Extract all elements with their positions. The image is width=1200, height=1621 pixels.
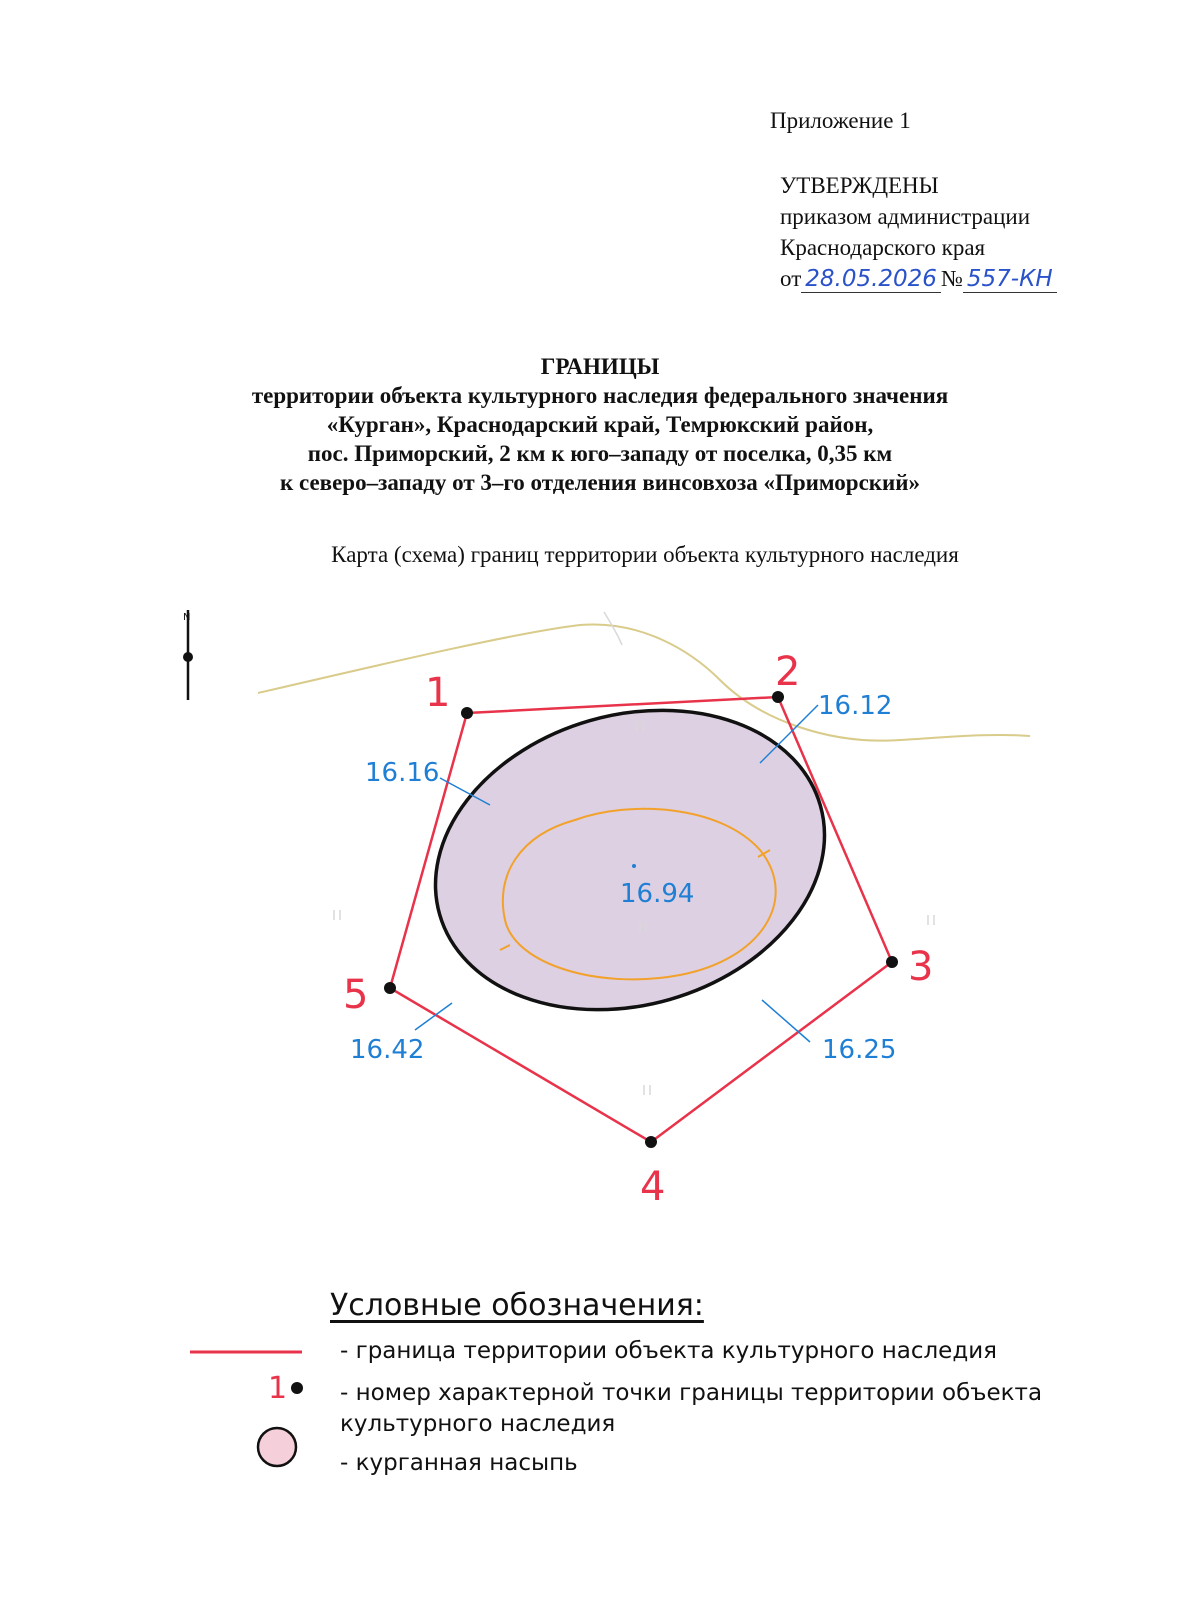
approved-line-2: Краснодарского края xyxy=(780,235,986,260)
legend-item-boundary: - граница территории объекта культурного наследия xyxy=(340,1338,998,1364)
legend-item-mound: - курганная насыпь xyxy=(340,1450,578,1476)
north-arrow xyxy=(183,610,193,700)
elevation-nw: 16.16 xyxy=(365,758,440,788)
center-point xyxy=(632,864,636,868)
appendix-label: Приложение 1 xyxy=(770,108,911,133)
point-label-3: 3 xyxy=(908,944,934,990)
north-marker-text: N xyxy=(183,612,191,623)
boundary-map xyxy=(0,590,1200,1210)
legend-title: Условные обозначения: xyxy=(330,1288,704,1323)
point-label-4: 4 xyxy=(640,1164,666,1210)
legend-point-symbol xyxy=(291,1382,303,1394)
boundary-point-5 xyxy=(384,982,396,994)
approval-block xyxy=(780,170,1057,295)
title-line-3: пос. Приморский, 2 км к юго–западу от поселка, 0,35 км xyxy=(307,441,893,466)
document-title xyxy=(0,352,1200,497)
terrain-line xyxy=(604,612,622,645)
order-prefix: от xyxy=(780,266,802,291)
legend-item-point-cont: культурного наследия xyxy=(340,1411,616,1437)
legend-item-point: - номер характерной точки границы территории объекта xyxy=(340,1380,1043,1406)
boundary-point-3 xyxy=(886,956,898,968)
order-number: 557-КН xyxy=(963,266,1057,293)
elevation-center: 16.94 xyxy=(620,879,695,909)
elevation-sw: 16.42 xyxy=(350,1035,425,1065)
approved-title: УТВЕРЖДЕНЫ xyxy=(780,173,939,198)
title-heading: ГРАНИЦЫ xyxy=(540,354,660,379)
approved-line-1: приказом администрации xyxy=(780,204,1031,229)
boundary-point-1 xyxy=(461,707,473,719)
elevation-ne: 16.12 xyxy=(818,691,893,721)
boundary-point-4 xyxy=(645,1136,657,1148)
order-number-prefix: № xyxy=(940,266,963,291)
order-date: 28.05.2026 xyxy=(801,266,941,293)
title-line-4: к северо–западу от 3–го отделения винсовхоза «Приморский» xyxy=(279,470,921,495)
point-label-2: 2 xyxy=(775,649,801,695)
title-line-2: «Курган», Краснодарский край, Темрюкский район, xyxy=(326,412,874,437)
legend-symbols xyxy=(180,1330,340,1470)
legend-point-label: 1 xyxy=(268,1371,288,1406)
elevation-se: 16.25 xyxy=(822,1035,897,1065)
point-label-1: 1 xyxy=(425,670,451,716)
order-line xyxy=(780,263,1057,295)
title-line-1: территории объекта культурного наследия федерального значения xyxy=(251,383,949,408)
point-label-5: 5 xyxy=(343,972,369,1018)
legend-circle-symbol xyxy=(258,1428,296,1466)
map-subtitle: Карта (схема) границ территории объекта культурного наследия xyxy=(331,542,959,567)
